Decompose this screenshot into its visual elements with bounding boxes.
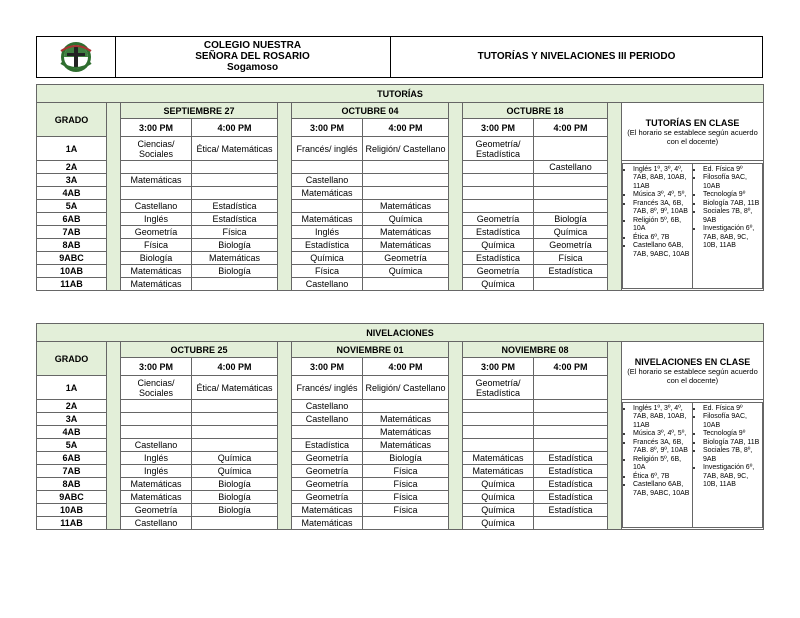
subject-cell: Física bbox=[363, 465, 449, 478]
subject-cell bbox=[534, 137, 608, 161]
subject-cell: Matemáticas bbox=[363, 200, 449, 213]
grade-label: 4AB bbox=[37, 426, 107, 439]
class-list-item: • Tecnología 9º bbox=[703, 430, 760, 439]
class-list-item: • Inglés 1º, 3º, 4º, 7AB, 8AB, 10AB, 11AB bbox=[633, 405, 690, 431]
subject-cell: Estadística bbox=[534, 478, 608, 491]
class-list-item: • Investigación 6º, 7AB, 8AB, 9C, 10B, 11AB bbox=[703, 225, 760, 251]
class-list-item: • Sociales 7B, 8º, 9AB bbox=[703, 447, 760, 464]
date-header: OCTUBRE 18 bbox=[463, 103, 608, 119]
subject-cell: Física bbox=[363, 478, 449, 491]
subject-cell: Matemáticas bbox=[121, 265, 192, 278]
subject-cell bbox=[463, 174, 534, 187]
time-header: 4:00 PM bbox=[363, 119, 449, 137]
separator-column bbox=[278, 342, 292, 530]
subject-cell bbox=[534, 517, 608, 530]
grade-label: 11AB bbox=[37, 517, 107, 530]
subject-cell: Matemáticas bbox=[192, 252, 278, 265]
time-header: 4:00 PM bbox=[192, 119, 278, 137]
subject-cell: Geometría bbox=[292, 465, 363, 478]
subject-cell: Biología bbox=[192, 504, 278, 517]
grade-label: 6AB bbox=[37, 213, 107, 226]
class-list-item: • Música 3º, 4º, 5º, bbox=[633, 430, 690, 439]
date-header: OCTUBRE 25 bbox=[121, 342, 278, 358]
tutorias-title: TUTORÍAS bbox=[37, 85, 764, 103]
class-tutoring-note: (El horario se establece según acuerdo con el docente) bbox=[627, 127, 758, 146]
subject-cell: Matemáticas bbox=[292, 517, 363, 530]
grade-label: 5A bbox=[37, 200, 107, 213]
date-header: NOVIEMBRE 01 bbox=[292, 342, 449, 358]
class-list-item: • Biología 7AB, 11B bbox=[703, 200, 760, 209]
separator-column bbox=[107, 342, 121, 530]
table-row bbox=[37, 400, 764, 413]
subject-cell: Estadística bbox=[192, 213, 278, 226]
subject-cell: Matemáticas bbox=[292, 213, 363, 226]
class-list-item: • Religión 5º, 6B, 10A bbox=[633, 456, 690, 473]
class-list-item: • Inglés 1º, 3º, 4º, 7AB, 8AB, 10AB, 11AB bbox=[633, 166, 690, 192]
time-header: 4:00 PM bbox=[534, 358, 608, 376]
subject-cell: Biología bbox=[192, 265, 278, 278]
subject-cell bbox=[534, 426, 608, 439]
grade-label: 2A bbox=[37, 400, 107, 413]
grade-label: 7AB bbox=[37, 465, 107, 478]
subject-cell: Estadística bbox=[292, 239, 363, 252]
class-list-item: • Sociales 7B, 8º, 9AB bbox=[703, 208, 760, 225]
subject-cell: Castellano bbox=[121, 517, 192, 530]
time-header: 3:00 PM bbox=[292, 119, 363, 137]
subject-cell bbox=[192, 517, 278, 530]
subject-cell: Francés/ inglés bbox=[292, 137, 363, 161]
document-title: TUTORÍAS Y NIVELACIONES III PERIODO bbox=[477, 51, 676, 62]
nivelaciones-title: NIVELACIONES bbox=[37, 324, 764, 342]
table-row bbox=[37, 161, 764, 174]
subject-cell bbox=[292, 200, 363, 213]
subject-cell: Estadística bbox=[534, 491, 608, 504]
subject-cell: Geometría bbox=[463, 213, 534, 226]
grade-label: 1A bbox=[37, 376, 107, 400]
subject-cell bbox=[463, 187, 534, 200]
subject-cell bbox=[121, 161, 192, 174]
subject-cell bbox=[121, 413, 192, 426]
subject-cell bbox=[363, 400, 449, 413]
subject-cell bbox=[363, 161, 449, 174]
subject-cell: Biología bbox=[363, 452, 449, 465]
subject-cell: Biología bbox=[192, 478, 278, 491]
subject-cell: Inglés bbox=[121, 213, 192, 226]
subject-cell bbox=[121, 187, 192, 200]
subject-cell bbox=[192, 161, 278, 174]
class-list-item: • Ética 6º, 7B bbox=[633, 473, 690, 482]
time-header: 3:00 PM bbox=[463, 119, 534, 137]
grade-label: 10AB bbox=[37, 265, 107, 278]
subject-cell: Matemáticas bbox=[363, 239, 449, 252]
class-list-item: • Ética 6º, 7B bbox=[633, 234, 690, 243]
class-tutoring-title: TUTORÍAS EN CLASE bbox=[645, 117, 740, 128]
document-header bbox=[36, 36, 763, 78]
subject-cell: Biología bbox=[192, 491, 278, 504]
date-header: OCTUBRE 04 bbox=[292, 103, 449, 119]
subject-cell bbox=[463, 439, 534, 452]
class-list-item: • Biología 7AB, 11B bbox=[703, 439, 760, 448]
subject-cell: Castellano bbox=[121, 439, 192, 452]
subject-cell: Estadística bbox=[534, 265, 608, 278]
subject-cell bbox=[192, 426, 278, 439]
subject-cell: Química bbox=[363, 213, 449, 226]
class-leveling-list-right bbox=[692, 403, 762, 527]
subject-cell: Inglés bbox=[121, 452, 192, 465]
subject-cell bbox=[192, 400, 278, 413]
subject-cell: Química bbox=[192, 465, 278, 478]
school-city: Sogamoso bbox=[226, 62, 279, 73]
class-list-item: • Castellano 6AB, 7AB, 9ABC, 10AB bbox=[633, 242, 690, 259]
subject-cell: Ciencias/ Sociales bbox=[121, 376, 192, 400]
subject-cell: Química bbox=[463, 504, 534, 517]
subject-cell bbox=[192, 278, 278, 291]
subject-cell: Estadística bbox=[534, 465, 608, 478]
grade-label: 11AB bbox=[37, 278, 107, 291]
subject-cell: Matemáticas bbox=[121, 278, 192, 291]
class-list-item: • Francés 3A, 6B, 7AB, 8º, 9º, 10AB bbox=[633, 200, 690, 217]
subject-cell: Biología bbox=[192, 239, 278, 252]
subject-cell: Química bbox=[463, 478, 534, 491]
subject-cell: Geometría bbox=[292, 478, 363, 491]
time-header: 4:00 PM bbox=[363, 358, 449, 376]
subject-cell: Estadística bbox=[534, 452, 608, 465]
subject-cell: Geometría bbox=[363, 252, 449, 265]
subject-cell: Ciencias/ Sociales bbox=[121, 137, 192, 161]
subject-cell: Matemáticas bbox=[363, 439, 449, 452]
subject-cell: Geometría bbox=[534, 239, 608, 252]
subject-cell bbox=[292, 161, 363, 174]
subject-cell bbox=[534, 200, 608, 213]
subject-cell bbox=[534, 400, 608, 413]
grade-label: 1A bbox=[37, 137, 107, 161]
grade-label: 8AB bbox=[37, 239, 107, 252]
time-header: 3:00 PM bbox=[292, 358, 363, 376]
subject-cell: Francés/ inglés bbox=[292, 376, 363, 400]
subject-cell: Química bbox=[363, 265, 449, 278]
school-logo bbox=[37, 37, 116, 77]
class-list-item: • Francés 3A, 6B, 7AB. 8º, 9º, 10AB bbox=[633, 439, 690, 456]
subject-cell: Matemáticas bbox=[292, 187, 363, 200]
school-crest-icon bbox=[37, 37, 115, 77]
subject-cell: Física bbox=[534, 252, 608, 265]
subject-cell: Física bbox=[363, 504, 449, 517]
subject-cell: Castellano bbox=[121, 200, 192, 213]
subject-cell: Inglés bbox=[292, 226, 363, 239]
subject-cell: Química bbox=[292, 252, 363, 265]
grade-label: 10AB bbox=[37, 504, 107, 517]
subject-cell: Ética/ Matemáticas bbox=[192, 137, 278, 161]
class-tutoring-header bbox=[622, 103, 764, 161]
separator-column bbox=[449, 342, 463, 530]
subject-cell: Geometría bbox=[121, 226, 192, 239]
grade-label: 3A bbox=[37, 413, 107, 426]
subject-cell bbox=[363, 187, 449, 200]
subject-cell: Física bbox=[192, 226, 278, 239]
separator-column bbox=[107, 103, 121, 291]
subject-cell: Matemáticas bbox=[363, 413, 449, 426]
class-leveling-title: NIVELACIONES EN CLASE bbox=[634, 356, 751, 367]
subject-cell: Matemáticas bbox=[463, 452, 534, 465]
subject-cell bbox=[534, 174, 608, 187]
subject-cell: Geometría/ Estadística bbox=[463, 376, 534, 400]
school-name-line1: COLEGIO NUESTRA bbox=[203, 40, 302, 51]
subject-cell: Matemáticas bbox=[463, 465, 534, 478]
separator-column bbox=[449, 103, 463, 291]
subject-cell bbox=[534, 439, 608, 452]
subject-cell: Geometría bbox=[292, 452, 363, 465]
subject-cell: Castellano bbox=[292, 400, 363, 413]
subject-cell: Geometría/ Estadística bbox=[463, 137, 534, 161]
subject-cell: Estadística bbox=[463, 252, 534, 265]
subject-cell: Matemáticas bbox=[292, 504, 363, 517]
subject-cell: Castellano bbox=[292, 174, 363, 187]
class-tutoring-list-left bbox=[623, 164, 692, 288]
subject-cell bbox=[463, 426, 534, 439]
class-list-item: • Música 3º, 4º, 5º, bbox=[633, 191, 690, 200]
subject-cell: Química bbox=[463, 517, 534, 530]
grade-label: 8AB bbox=[37, 478, 107, 491]
subject-cell: Física bbox=[292, 265, 363, 278]
subject-cell bbox=[192, 187, 278, 200]
date-header: NOVIEMBRE 08 bbox=[463, 342, 608, 358]
subject-cell bbox=[363, 278, 449, 291]
class-list-item: • Ed. Física 9º bbox=[703, 405, 760, 414]
subject-cell bbox=[292, 426, 363, 439]
subject-cell: Religión/ Castellano bbox=[363, 376, 449, 400]
subject-cell: Estadística bbox=[463, 226, 534, 239]
subject-cell bbox=[192, 174, 278, 187]
subject-cell bbox=[121, 426, 192, 439]
class-tutoring-list-right bbox=[692, 164, 762, 288]
subject-cell: Biología bbox=[534, 213, 608, 226]
class-leveling-panel bbox=[622, 400, 764, 530]
grade-label: 2A bbox=[37, 161, 107, 174]
class-list-item: • Investigación 6º, 7AB, 8AB, 9C, 10B, 11AB bbox=[703, 464, 760, 490]
grade-label: 6AB bbox=[37, 452, 107, 465]
subject-cell bbox=[534, 376, 608, 400]
grade-label: 9ABC bbox=[37, 252, 107, 265]
class-leveling-list-left bbox=[623, 403, 692, 527]
subject-cell: Matemáticas bbox=[363, 226, 449, 239]
separator-column bbox=[608, 342, 622, 530]
grade-label: 4AB bbox=[37, 187, 107, 200]
subject-cell: Matemáticas bbox=[121, 174, 192, 187]
subject-cell bbox=[534, 187, 608, 200]
time-header: 4:00 PM bbox=[534, 119, 608, 137]
subject-cell: Matemáticas bbox=[121, 491, 192, 504]
subject-cell: Química bbox=[463, 278, 534, 291]
subject-cell: Inglés bbox=[121, 465, 192, 478]
subject-cell: Matemáticas bbox=[363, 426, 449, 439]
subject-cell: Estadística bbox=[192, 200, 278, 213]
subject-cell: Química bbox=[463, 491, 534, 504]
subject-cell: Física bbox=[121, 239, 192, 252]
class-list-item: • Filosofía 9AC, 10AB bbox=[703, 174, 760, 191]
class-list-item: • Ed. Física 9º bbox=[703, 166, 760, 175]
subject-cell bbox=[534, 278, 608, 291]
class-tutoring-panel bbox=[622, 161, 764, 291]
time-header: 3:00 PM bbox=[121, 358, 192, 376]
subject-cell bbox=[363, 174, 449, 187]
time-header: 4:00 PM bbox=[192, 358, 278, 376]
subject-cell: Castellano bbox=[534, 161, 608, 174]
subject-cell: Física bbox=[363, 491, 449, 504]
grade-label: 3A bbox=[37, 174, 107, 187]
subject-cell: Matemáticas bbox=[121, 478, 192, 491]
subject-cell: Química bbox=[534, 226, 608, 239]
subject-cell: Geometría bbox=[463, 265, 534, 278]
class-list-item: • Castellano 6AB, 7AB, 9ABC, 10AB bbox=[633, 481, 690, 498]
school-name-line2: SEÑORA DEL ROSARIO bbox=[195, 51, 310, 62]
subject-cell: Estadística bbox=[534, 504, 608, 517]
subject-cell: Biología bbox=[121, 252, 192, 265]
subject-cell bbox=[463, 413, 534, 426]
grade-column-header: GRADO bbox=[37, 103, 107, 137]
nivelaciones-table bbox=[36, 323, 764, 530]
subject-cell bbox=[363, 517, 449, 530]
subject-cell bbox=[463, 400, 534, 413]
class-list-item: • Tecnología 9º bbox=[703, 191, 760, 200]
separator-column bbox=[278, 103, 292, 291]
subject-cell: Química bbox=[192, 452, 278, 465]
class-list-item: • Religión 5º, 6B, 10A bbox=[633, 217, 690, 234]
subject-cell: Geometría bbox=[121, 504, 192, 517]
time-header: 3:00 PM bbox=[463, 358, 534, 376]
subject-cell bbox=[121, 400, 192, 413]
class-leveling-header bbox=[622, 342, 764, 400]
class-list-item: • Filosofía 9AC, 10AB bbox=[703, 413, 760, 430]
grade-label: 5A bbox=[37, 439, 107, 452]
subject-cell: Química bbox=[463, 239, 534, 252]
tutorias-table bbox=[36, 84, 764, 291]
grade-label: 9ABC bbox=[37, 491, 107, 504]
subject-cell bbox=[192, 413, 278, 426]
grade-label: 7AB bbox=[37, 226, 107, 239]
date-header: SEPTIEMBRE 27 bbox=[121, 103, 278, 119]
separator-column bbox=[608, 103, 622, 291]
subject-cell: Castellano bbox=[292, 413, 363, 426]
time-header: 3:00 PM bbox=[121, 119, 192, 137]
subject-cell: Estadística bbox=[292, 439, 363, 452]
subject-cell bbox=[534, 413, 608, 426]
class-leveling-note: (El horario se establece según acuerdo con el docente) bbox=[627, 366, 758, 385]
subject-cell bbox=[463, 200, 534, 213]
grade-column-header: GRADO bbox=[37, 342, 107, 376]
school-name bbox=[115, 37, 391, 77]
subject-cell: Castellano bbox=[292, 278, 363, 291]
subject-cell: Ética/ Matemáticas bbox=[192, 376, 278, 400]
subject-cell: Religión/ Castellano bbox=[363, 137, 449, 161]
subject-cell bbox=[463, 161, 534, 174]
subject-cell: Geometría bbox=[292, 491, 363, 504]
subject-cell bbox=[192, 439, 278, 452]
